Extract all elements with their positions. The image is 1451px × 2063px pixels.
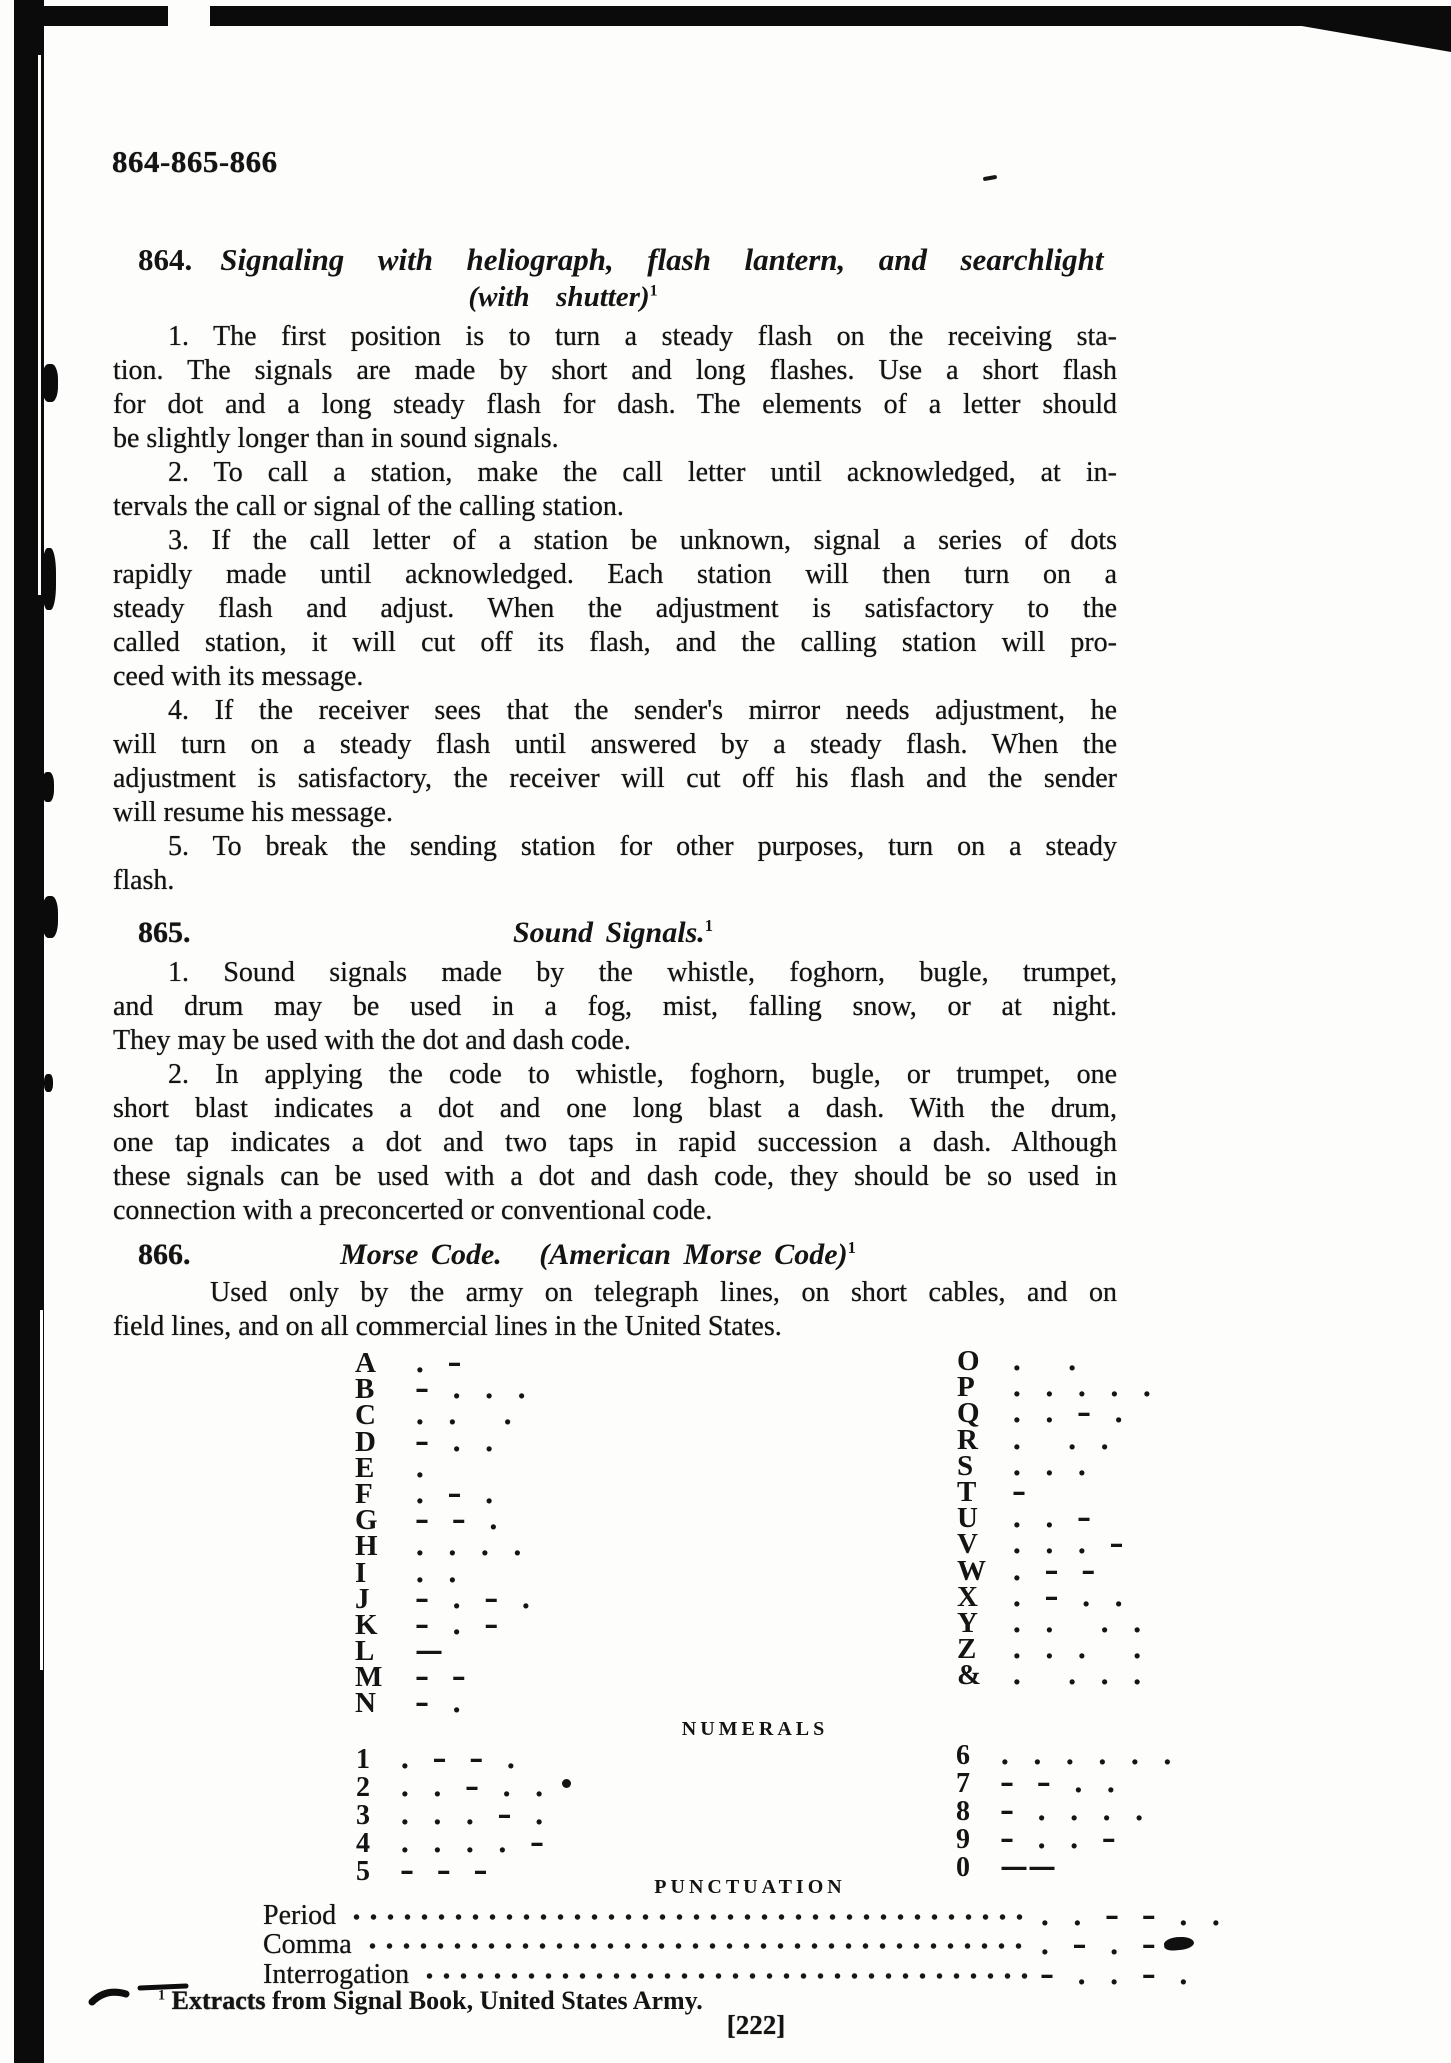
morse-letter: H	[355, 1530, 378, 1563]
section-865-title: Sound Signals.$^1$	[512, 916, 714, 949]
morse-letter: W	[957, 1554, 986, 1587]
section-number: 864.	[138, 242, 193, 277]
scan-ink-blob	[42, 548, 56, 610]
morse-letter: U	[957, 1502, 978, 1535]
morse-code: . . . .	[1012, 1658, 1142, 1692]
section-864-paragraphs	[113, 320, 1117, 898]
dotted-leader	[348, 1911, 1030, 1923]
morse-letter: N	[355, 1687, 376, 1720]
punctuation-heading: PUNCTUATION	[654, 1876, 846, 1898]
morse-code: . – . –	[1040, 1928, 1156, 1961]
scan-ink-blob	[42, 896, 58, 938]
morse-code: . . . . . .	[1000, 1738, 1173, 1771]
morse-code: . .	[415, 1555, 458, 1589]
morse-code: – .	[415, 1686, 462, 1720]
numeral-row	[956, 1822, 1172, 1855]
section-864-subtitle: (with shutter)$^1$	[468, 281, 658, 313]
text-line: tervals the call or signal of the calling station.	[113, 491, 624, 522]
punctuation-table	[263, 1900, 1245, 1989]
text-line: rapidly made until acknowledged. Each station will then turn on a	[113, 559, 1117, 590]
morse-letters-left-column	[355, 1346, 531, 1720]
page-header-ref: 864-865-866	[112, 144, 278, 179]
punctuation-row	[263, 1930, 1245, 1960]
morse-code: . . . .	[1012, 1605, 1142, 1639]
morse-code: . – – .	[400, 1742, 516, 1775]
numeral-row	[356, 1854, 544, 1887]
footnote-marker: 1	[847, 1238, 856, 1257]
morse-code: – . . – .	[1040, 1957, 1189, 1991]
numerals-right-column	[956, 1738, 1173, 1883]
morse-code: – – . .	[1000, 1766, 1116, 1799]
text-line: short blast indicates a dot and one long blast a dash. With the drum,	[113, 1093, 1117, 1124]
morse-letter-row	[957, 1448, 1152, 1482]
text-line: Used only by the army on telegraph lines, on short cables, and on	[210, 1277, 1117, 1308]
footnote-marker: 1	[704, 916, 714, 935]
morse-code: . . . –	[1012, 1527, 1124, 1561]
scan-mark	[983, 175, 997, 181]
morse-code: – – –	[400, 1854, 488, 1887]
morse-code: . . .	[1012, 1422, 1110, 1456]
morse-code: .	[415, 1450, 425, 1484]
text-line: connection with a preconcerted or conventional code.	[113, 1195, 713, 1226]
scan-ink-blob	[42, 364, 58, 402]
morse-letter: V	[957, 1528, 978, 1561]
dotted-leader	[364, 1940, 1030, 1952]
text-line: 2. In applying the code to whistle, foghorn, bugle, or trumpet, one	[168, 1059, 1117, 1090]
text-line: one tap indicates a dot and two taps in rapid succession a dash. Although	[113, 1127, 1117, 1158]
section-865-paragraphs	[113, 956, 1117, 1228]
scan-ink-blob	[42, 772, 54, 802]
morse-letter: E	[355, 1451, 375, 1484]
numeral: 2	[356, 1772, 370, 1803]
numeral: 3	[356, 1800, 370, 1831]
scan-corner-wedge	[1190, 22, 1451, 52]
morse-letter: A	[355, 1347, 376, 1379]
morse-code: . . .	[415, 1398, 513, 1432]
numeral: 4	[356, 1828, 370, 1859]
morse-code: – –	[415, 1660, 466, 1694]
scan-ink-dot	[562, 1779, 571, 1788]
footnote-bold-word: Extracts	[171, 1986, 266, 2015]
morse-code: . . – – . .	[1040, 1898, 1221, 1932]
morse-code: – . . . .	[1000, 1794, 1144, 1827]
scan-binding-bar-left	[14, 0, 44, 2063]
morse-letter: Z	[957, 1633, 977, 1666]
morse-letter: B	[355, 1373, 375, 1406]
morse-letter: Y	[957, 1606, 978, 1639]
text-line: 4. If the receiver sees that the sender's mirror needs adjustment, he	[168, 695, 1117, 726]
text-line: be slightly longer than in sound signals.	[113, 423, 559, 454]
numerals-left-column	[356, 1742, 544, 1887]
text-line: 2. To call a station, make the call letter until acknowledged, at in-	[168, 457, 1117, 488]
text-line: and drum may be used in a fog, mist, falling snow, or at night.	[113, 991, 1117, 1022]
text-line: 1. The first position is to turn a steady flash on the receiving sta-	[168, 321, 1117, 352]
morse-letter: M	[355, 1661, 383, 1694]
morse-letter: I	[355, 1556, 367, 1589]
morse-letter: T	[957, 1475, 977, 1508]
numeral: 1	[356, 1744, 370, 1775]
morse-letter: G	[355, 1504, 378, 1537]
morse-code: – . –	[415, 1607, 499, 1641]
text-line: steady flash and adjust. When the adjustment is satisfactory to the	[113, 593, 1117, 624]
text-line: 5. To break the sending station for other purposes, turn on a steady	[168, 831, 1117, 862]
page-number: [222]	[726, 2010, 786, 2040]
section-number: 866.	[138, 1238, 191, 1271]
numeral: 5	[356, 1856, 370, 1887]
text-line: 3. If the call letter of a station be unknown, signal a series of dots	[168, 525, 1117, 556]
text-line: field lines, and on all commercial lines in the United States.	[113, 1311, 782, 1342]
morse-code: . – . .	[1012, 1579, 1124, 1613]
text-line: tion. The signals are made by short and long flashes. Use a short flash	[113, 355, 1117, 386]
morse-letter-row	[355, 1424, 531, 1458]
numeral-row	[956, 1850, 1172, 1883]
morse-letter: R	[957, 1423, 978, 1456]
morse-code: . . . . .	[1012, 1370, 1152, 1404]
dotted-leader	[421, 1970, 1030, 1982]
morse-letter: C	[355, 1399, 376, 1432]
morse-code: – . – .	[415, 1581, 531, 1615]
morse-letter: S	[957, 1449, 974, 1482]
text-line: They may be used with the dot and dash code.	[113, 1025, 631, 1056]
morse-code: . . . – .	[400, 1798, 544, 1831]
numeral: 7	[956, 1768, 970, 1799]
morse-code: – . . –	[1000, 1822, 1116, 1855]
morse-letter-row	[957, 1658, 1152, 1692]
morse-code: . .	[1012, 1344, 1077, 1377]
footnote	[158, 1986, 703, 2016]
scan-stripe	[45, 760, 47, 1190]
punctuation-label: Period	[263, 1899, 337, 1931]
scan-stripe	[40, 1310, 43, 1670]
text-line: 1. Sound signals made by the whistle, foghorn, bugle, trumpet,	[168, 957, 1117, 988]
scan-ink-blob	[44, 1074, 53, 1092]
morse-letter-row	[355, 1686, 531, 1720]
punctuation-label: Interrogation	[263, 1958, 410, 1990]
section-number: 865.	[138, 916, 191, 949]
morse-letter: D	[355, 1425, 376, 1458]
morse-code: . –	[415, 1346, 462, 1379]
morse-code: . . –	[1012, 1501, 1091, 1535]
morse-code: – . .	[415, 1424, 494, 1458]
text-line: flash.	[113, 865, 175, 896]
morse-letter: K	[355, 1608, 378, 1641]
text-line: for dot and a long steady flash for dash. The elements of a letter should	[113, 389, 1117, 420]
numeral: 6	[956, 1740, 970, 1771]
numeral: 8	[956, 1796, 970, 1827]
punctuation-row	[263, 1959, 1245, 1989]
morse-letter: Q	[957, 1397, 980, 1430]
section-866-paragraphs	[113, 1276, 1117, 1344]
section-864-heading	[138, 242, 1103, 278]
numeral: 0	[956, 1852, 970, 1883]
text-line: ceed with its message.	[113, 661, 364, 692]
scan-notch	[168, 3, 210, 29]
morse-letter: J	[355, 1582, 370, 1615]
text-line: called station, it will cut off its flash, and the calling station will pro-	[113, 627, 1117, 658]
morse-code: . – .	[415, 1476, 494, 1510]
section-866-title: Morse Code. (American Morse Code)$^1$	[340, 1238, 856, 1271]
morse-code: . . – . .	[400, 1770, 544, 1803]
morse-code: ——	[1000, 1850, 1056, 1883]
text-line: these signals can be used with a dot and dash code, they should be so used in	[113, 1161, 1117, 1192]
morse-code: . . .	[1012, 1448, 1087, 1482]
footnote-text: from Signal Book, United States Army.	[265, 1986, 703, 2015]
morse-code: . . – .	[1012, 1396, 1124, 1430]
morse-code: – . . .	[415, 1372, 527, 1406]
morse-letter: O	[957, 1345, 980, 1377]
morse-code: . . . .	[1012, 1632, 1142, 1666]
punctuation-row	[263, 1900, 1245, 1930]
footnote-marker: 1	[158, 1987, 166, 2004]
morse-code: . – –	[1012, 1553, 1096, 1587]
text-line: will resume his message.	[113, 797, 393, 828]
morse-code: . . . .	[415, 1529, 523, 1563]
morse-letter: P	[957, 1371, 975, 1404]
morse-letter: F	[355, 1477, 373, 1510]
scan-stripe	[38, 55, 41, 595]
morse-letter: &	[957, 1659, 982, 1692]
text-line: adjustment is satisfactory, the receiver will cut off his flash and the sender	[113, 763, 1117, 794]
morse-code: . . . . –	[400, 1826, 544, 1859]
morse-code: –	[1012, 1474, 1026, 1508]
footnote-marker: 1	[649, 282, 658, 300]
morse-code: —	[415, 1634, 443, 1668]
numerals-heading: NUMERALS	[681, 1718, 829, 1740]
numeral: 9	[956, 1824, 970, 1855]
morse-letter: X	[957, 1580, 978, 1613]
morse-letters-right-column	[957, 1344, 1152, 1692]
text-line: will turn on a steady flash until answered by a steady flash. When the	[113, 729, 1117, 760]
morse-code: – – .	[415, 1503, 499, 1537]
morse-letter: L	[355, 1635, 375, 1668]
section-title: Signaling with heliograph, flash lantern, and searchlight	[220, 242, 1104, 277]
punctuation-label: Comma	[263, 1929, 352, 1960]
